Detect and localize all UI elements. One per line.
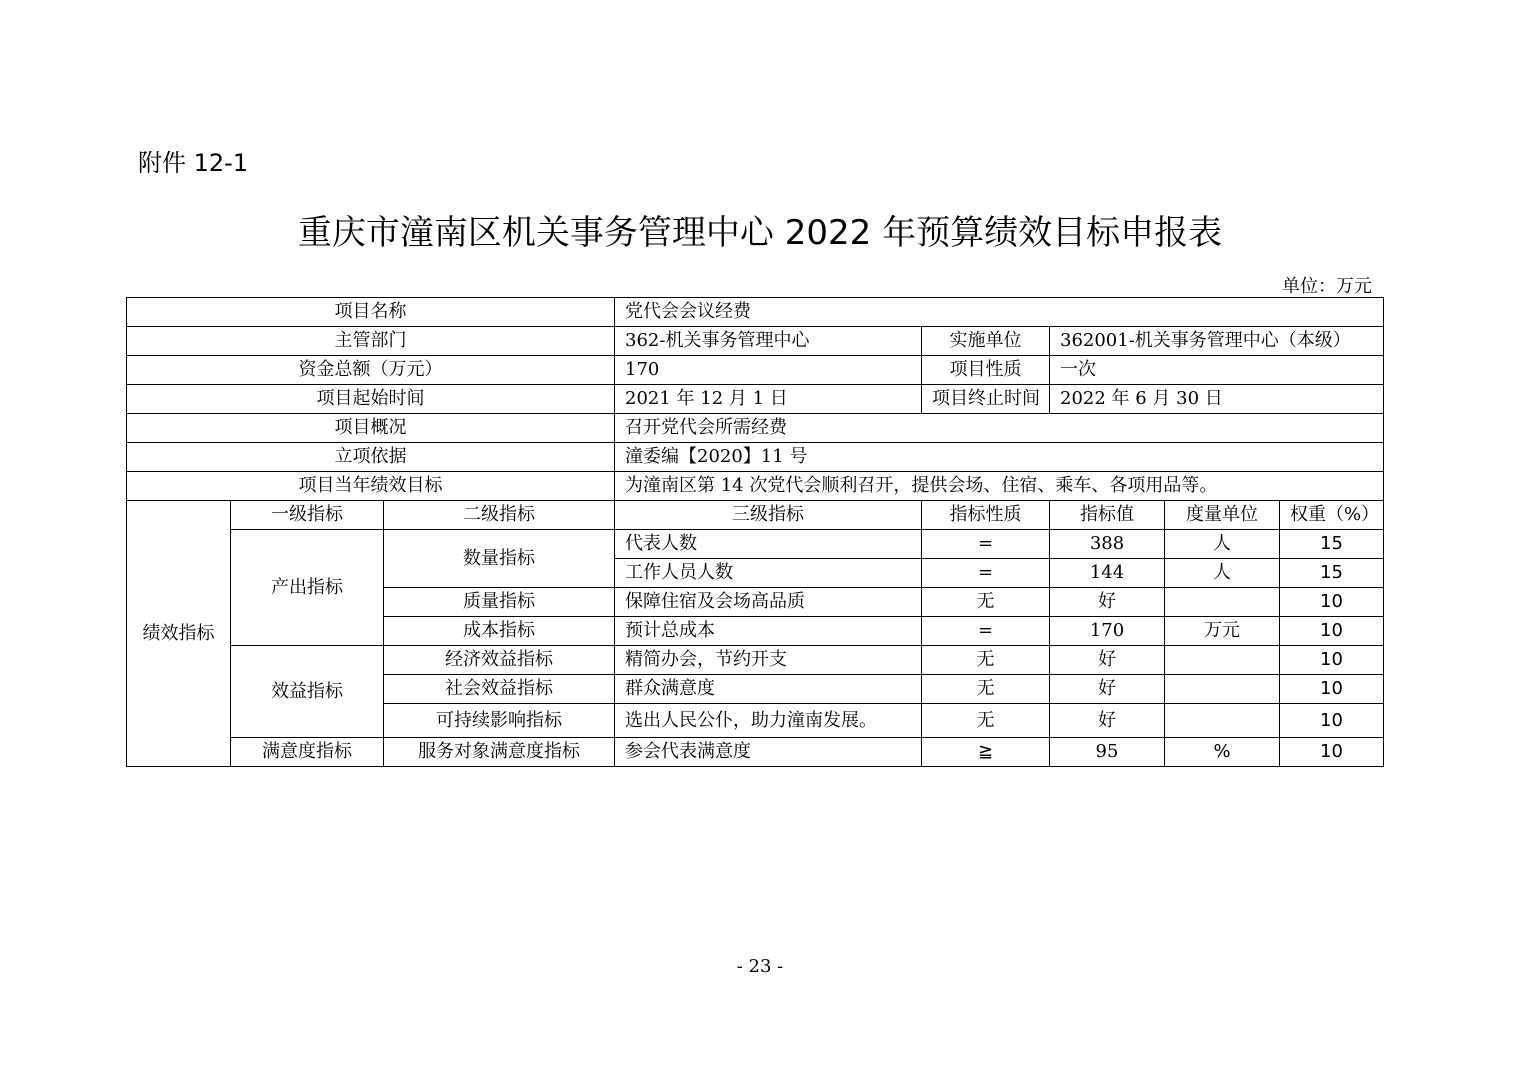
funds-value: 170 [615,356,922,385]
indicator-unit: 人 [1165,530,1280,559]
basis-label: 立项依据 [127,443,615,472]
indicator-weight: 10 [1280,738,1384,767]
dept-label: 主管部门 [127,327,615,356]
impl-label: 实施单位 [922,327,1050,356]
budget-performance-table [126,297,1384,767]
performance-indicators-label: 绩效指标 [127,501,231,767]
impl-value: 362001-机关事务管理中心（本级） [1050,327,1384,356]
indicator-weight: 10 [1280,588,1384,617]
group-satisfaction: 满意度指标 [231,738,384,767]
level2-service: 服务对象满意度指标 [384,738,615,767]
row-department [127,327,1384,356]
indicator-nature: = [922,559,1050,588]
header-level2: 二级指标 [384,501,615,530]
start-value: 2021 年 12 月 1 日 [615,385,922,414]
indicator-name: 工作人员人数 [615,559,922,588]
indicator-nature: ≧ [922,738,1050,767]
group-output: 产出指标 [231,530,384,646]
indicator-value: 388 [1050,530,1165,559]
indicator-nature: 无 [922,675,1050,704]
indicator-name: 预计总成本 [615,617,922,646]
indicator-weight: 10 [1280,704,1384,738]
indicator-weight: 10 [1280,617,1384,646]
nature-value: 一次 [1050,356,1384,385]
indicator-value: 好 [1050,704,1165,738]
indicator-name: 参会代表满意度 [615,738,922,767]
indicator-weight: 10 [1280,675,1384,704]
header-weight: 权重（%） [1280,501,1384,530]
header-nature: 指标性质 [922,501,1050,530]
indicator-weight: 10 [1280,646,1384,675]
indicator-unit [1165,588,1280,617]
indicator-unit: 万元 [1165,617,1280,646]
indicator-name: 保障住宿及会场高品质 [615,588,922,617]
indicator-name: 选出人民公仆，助力潼南发展。 [615,704,922,738]
indicator-value: 好 [1050,675,1165,704]
row-basis [127,443,1384,472]
level2-quality: 质量指标 [384,588,615,617]
indicator-unit: % [1165,738,1280,767]
project-name-label: 项目名称 [127,298,615,327]
goal-label: 项目当年绩效目标 [127,472,615,501]
indicator-unit [1165,704,1280,738]
indicator-nature: = [922,530,1050,559]
unit-label: 单位：万元 [1282,276,1372,297]
indicator-name: 代表人数 [615,530,922,559]
level2-quantity: 数量指标 [384,530,615,588]
header-level1: 一级指标 [231,501,384,530]
indicator-nature: 无 [922,646,1050,675]
indicator-value: 170 [1050,617,1165,646]
indicator-value: 144 [1050,559,1165,588]
basis-value: 潼委编【2020】11 号 [615,443,1384,472]
project-name-value: 党代会会议经费 [615,298,1384,327]
row-dates [127,385,1384,414]
nature-label: 项目性质 [922,356,1050,385]
table-row [127,738,1384,767]
indicator-nature: = [922,617,1050,646]
overview-value: 召开党代会所需经费 [615,414,1384,443]
end-value: 2022 年 6 月 30 日 [1050,385,1384,414]
funds-label: 资金总额（万元） [127,356,615,385]
row-overview [127,414,1384,443]
indicator-weight: 15 [1280,530,1384,559]
indicator-unit [1165,646,1280,675]
header-unit: 度量单位 [1165,501,1280,530]
level2-sustainable: 可持续影响指标 [384,704,615,738]
table-row [127,530,1384,559]
indicator-unit [1165,675,1280,704]
group-benefit: 效益指标 [231,646,384,738]
indicator-value: 好 [1050,646,1165,675]
row-goal [127,472,1384,501]
indicator-nature: 无 [922,588,1050,617]
header-value: 指标值 [1050,501,1165,530]
indicator-value: 95 [1050,738,1165,767]
row-funds [127,356,1384,385]
goal-value: 为潼南区第 14 次党代会顺利召开，提供会场、住宿、乘车、各项用品等。 [615,472,1384,501]
attachment-label: 附件 12-1 [138,149,249,177]
overview-label: 项目概况 [127,414,615,443]
table-row [127,646,1384,675]
end-label: 项目终止时间 [922,385,1050,414]
level2-economic: 经济效益指标 [384,646,615,675]
header-level3: 三级指标 [615,501,922,530]
indicator-unit: 人 [1165,559,1280,588]
level2-cost: 成本指标 [384,617,615,646]
level2-social: 社会效益指标 [384,675,615,704]
row-project-name [127,298,1384,327]
indicator-name: 群众满意度 [615,675,922,704]
indicator-value: 好 [1050,588,1165,617]
indicator-weight: 15 [1280,559,1384,588]
page-number: - 23 - [736,956,784,977]
indicator-nature: 无 [922,704,1050,738]
indicator-name: 精简办会，节约开支 [615,646,922,675]
indicator-header-row [127,501,1384,530]
page-title: 重庆市潼南区机关事务管理中心 2022 年预算绩效目标申报表 [297,213,1223,253]
start-label: 项目起始时间 [127,385,615,414]
dept-value: 362-机关事务管理中心 [615,327,922,356]
